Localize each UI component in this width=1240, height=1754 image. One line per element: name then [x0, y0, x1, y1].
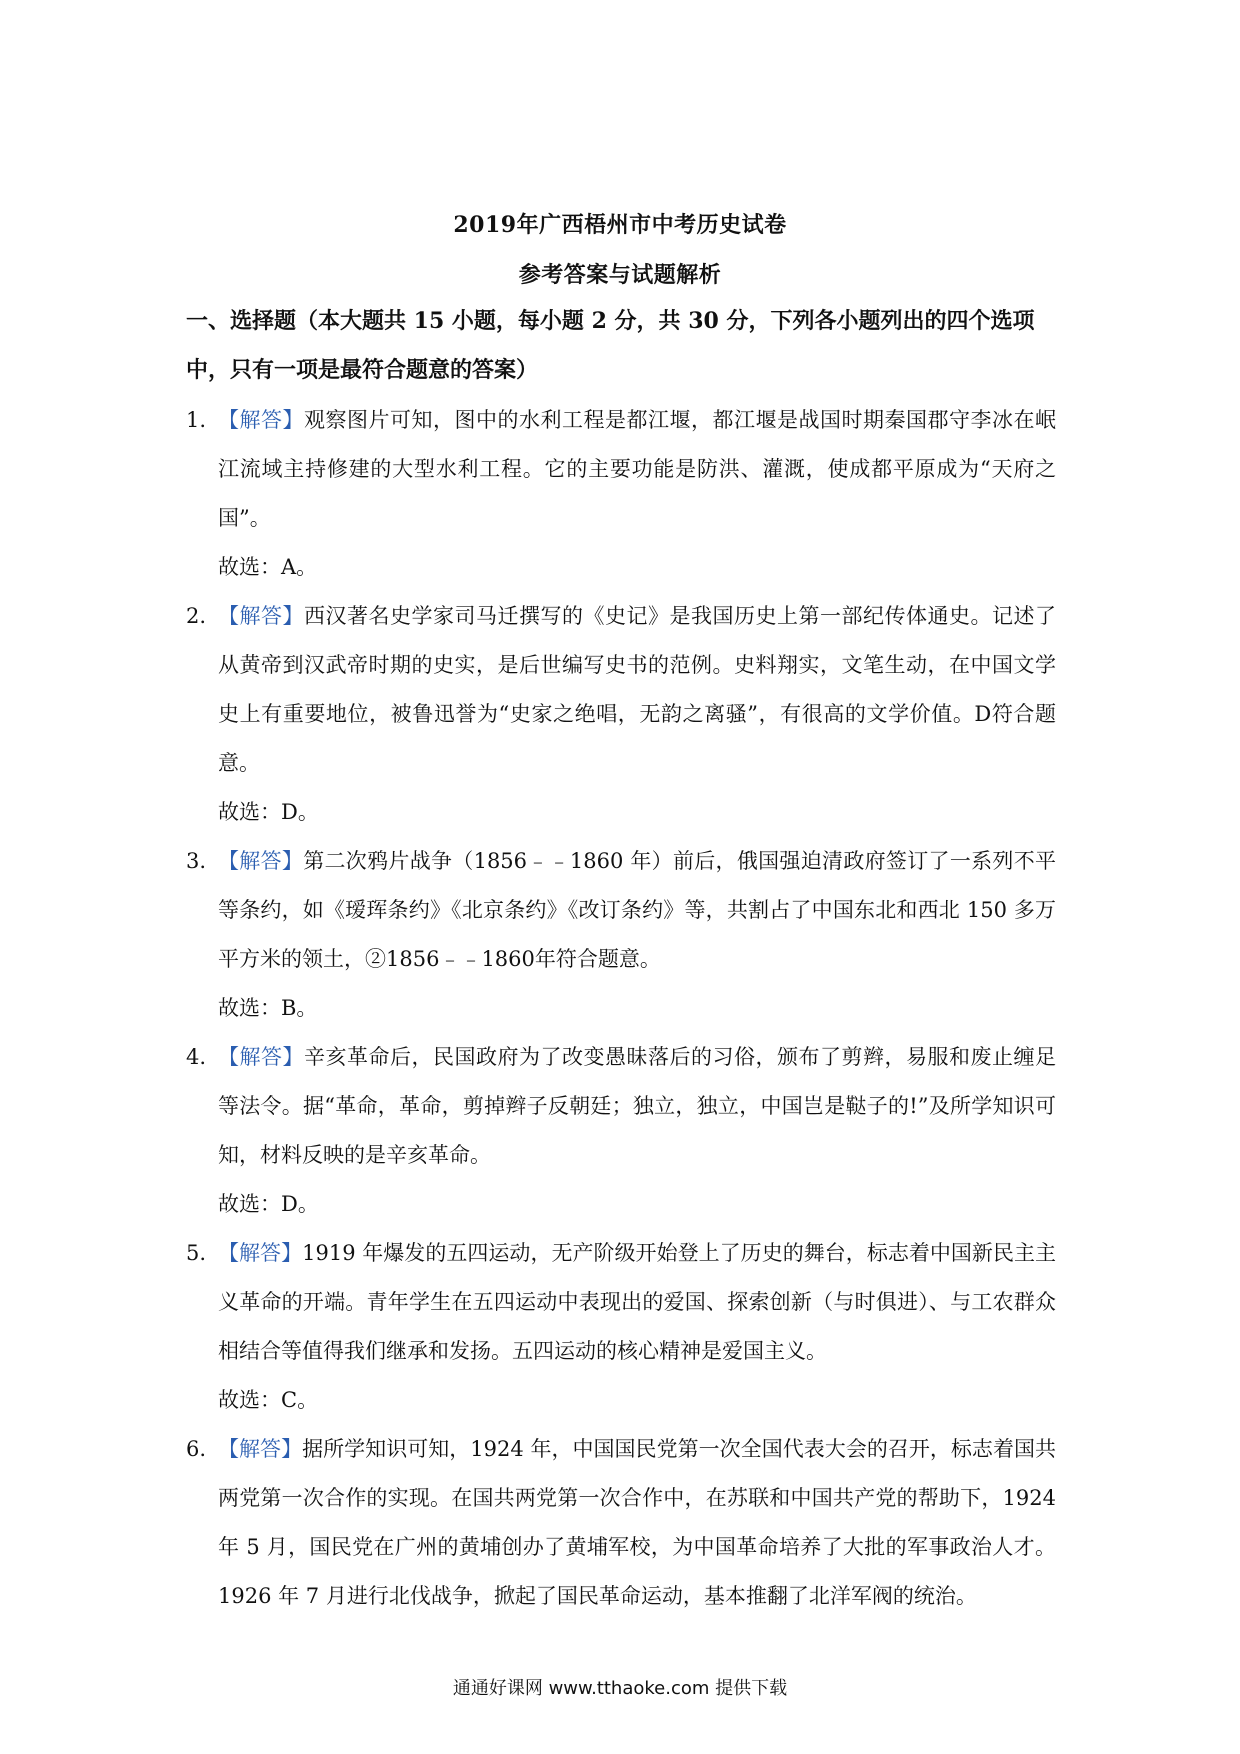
- answer-tag: 【解答】: [218, 408, 304, 432]
- answer-tag: 【解答】: [218, 849, 304, 873]
- item-choice: 故选：D。: [218, 800, 319, 824]
- answer-item: [186, 1033, 1056, 1229]
- answer-item: [186, 592, 1056, 837]
- page-subtitle: 参考答案与试题解析: [518, 262, 722, 288]
- item-body: [218, 396, 1056, 543]
- item-text: 西汉著名史学家司马迁撰写的《史记》是我国历史上第一部纪传体通史。记述了从黄帝到汉武帝时期的史实，是后世编写史书的范例。史料翔实，文笔生动，在中国文学史上有重要地位，被鲁迅誉为“史家之绝唱，无韵之离骚”，有很高的文学价值。D符合题意。: [218, 604, 1056, 775]
- item-body: [218, 592, 1056, 788]
- item-body: [218, 837, 1056, 984]
- answer-tag: 【解答】: [218, 1241, 303, 1265]
- item-body: [218, 1425, 1056, 1621]
- footer-credit: 通通好课网 www.tthaoke.com 提供下载: [452, 1678, 788, 1699]
- item-text: 1919 年爆发的五四运动，无产阶级开始登上了历史的舞台，标志着中国新民主主义革命的开端。青年学生在五四运动中表现出的爱国、探索创新（与时俱进）、与工农群众相结合等值得我们继承和发扬。五四运动的核心精神是爱国主义。: [218, 1241, 1057, 1363]
- item-number: 5.: [186, 1241, 207, 1265]
- item-number: 6.: [186, 1437, 207, 1461]
- item-body: [218, 1033, 1056, 1180]
- item-choice: 故选：D。: [218, 1192, 319, 1216]
- item-choice: 故选：A。: [218, 555, 318, 579]
- answer-item: [186, 396, 1056, 592]
- answer-tag: 【解答】: [218, 1045, 304, 1069]
- item-number: 3.: [186, 849, 207, 873]
- item-choice: 故选：B。: [218, 996, 318, 1020]
- item-text: 第二次鸦片战争（1856﹣﹣1860 年）前后，俄国强迫清政府签订了一系列不平等条约，如《瑷珲条约》《北京条约》《改订条约》等，共割占了中国东北和西北 150 多万平方米的领土，②1856﹣﹣1860年符合题意。: [218, 849, 1057, 971]
- item-text: 辛亥革命后，民国政府为了改变愚昧落后的习俗，颁布了剪辫，易服和废止缠足等法令。据“革命，革命，剪掉辫子反朝廷；独立，独立，中国岂是鞑子的!”及所学知识可知，材料反映的是辛亥革命。: [218, 1045, 1056, 1167]
- item-number: 2.: [186, 604, 207, 628]
- item-number: 4.: [186, 1045, 207, 1069]
- item-choice: 故选：C。: [218, 1388, 319, 1412]
- answer-item: [186, 837, 1056, 1033]
- item-number: 1.: [186, 408, 207, 432]
- answer-item: [186, 1425, 1056, 1621]
- answer-item: [186, 1229, 1056, 1425]
- item-body: [218, 1229, 1056, 1376]
- item-text: 据所学知识可知，1924 年，中国国民党第一次全国代表大会的召开，标志着国共两党第一次合作的实现。在国共两党第一次合作中，在苏联和中国共产党的帮助下，1924 年 5 月，国民党在广州的黄埔创办了黄埔军校，为中国革命培养了大批的军事政治人才。1926 年 7 月进行北伐战争，掀起了国民革命运动，基本推翻了北洋军阀的统治。: [218, 1437, 1057, 1608]
- item-text: 观察图片可知，图中的水利工程是都江堰，都江堰是战国时期秦国郡守李冰在岷江流域主持修建的大型水利工程。它的主要功能是防洪、灌溉，使成都平原成为“天府之国”。: [218, 408, 1056, 530]
- page-title: 2019年广西梧州市中考历史试卷: [453, 212, 787, 238]
- answer-tag: 【解答】: [218, 604, 304, 628]
- answer-tag: 【解答】: [218, 1437, 303, 1461]
- section-heading: 一、选择题（本大题共 15 小题，每小题 2 分，共 30 分，下列各小题列出的四个选项中，只有一项是最符合题意的答案）: [186, 308, 1035, 383]
